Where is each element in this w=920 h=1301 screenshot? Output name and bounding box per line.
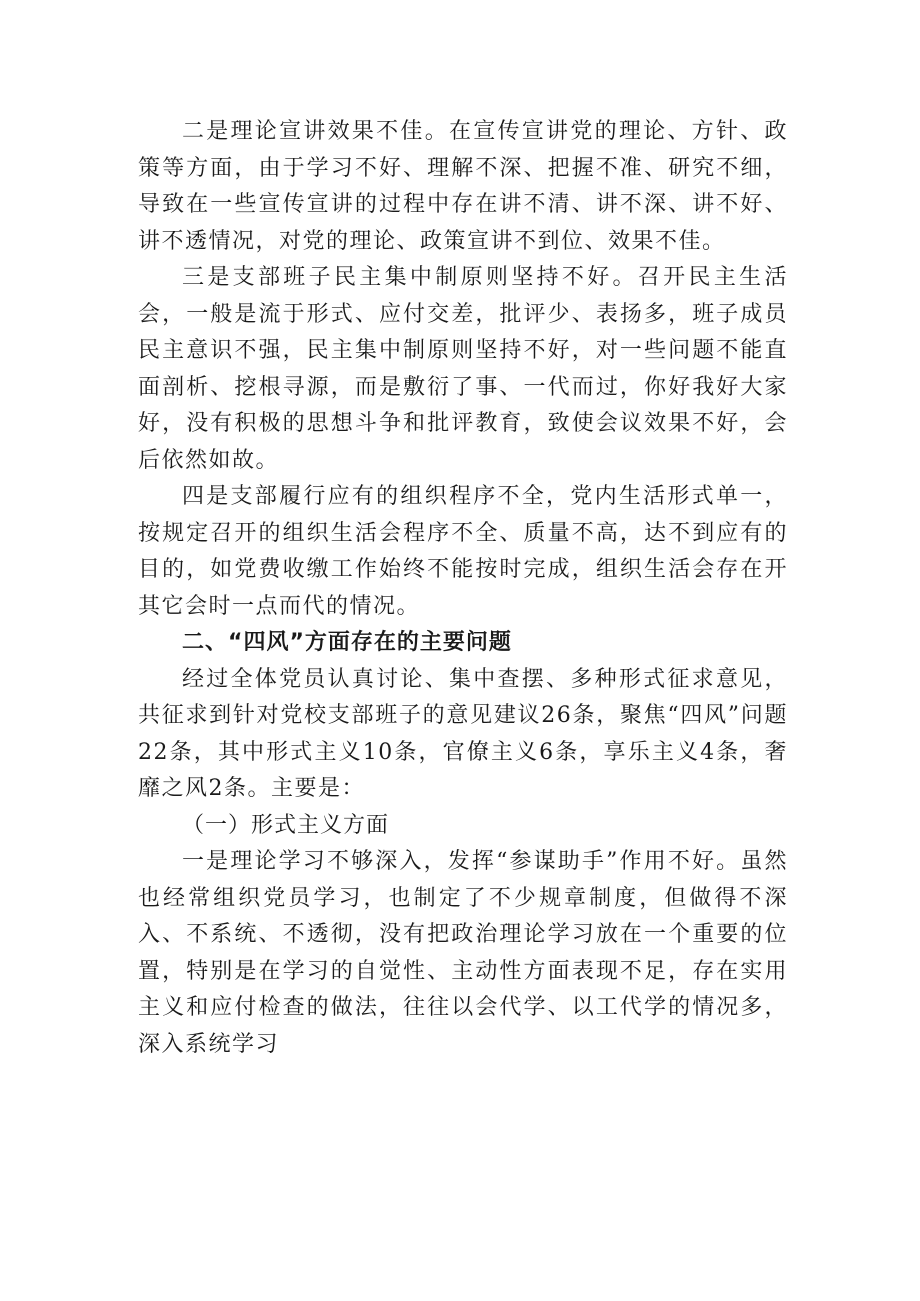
section-heading: 二、“四风”方面存在的主要问题 [182,630,512,655]
subsection-heading: （一）形式主义方面 [182,812,390,838]
paragraph-formalism-theory-study: 一是理论学习不够深入，发挥“参谋助手”作用不好。虽然也经常组织党员学习，也制定了不少规章制度，但做得不深入、不系统、不透彻，没有把政治理论学习放在一个重要的位置，特别是在学习的自觉性、主动性方面表现不足，存在实用主义和应付检查的做法，往往以会代学、以工代学的情况多，深入系统学习 [138,849,788,1057]
paragraph-democratic-centralism: 三是支部班子民主集中制原则坚持不好。召开民主生活会，一般是流于形式、应付交差，批评少、表扬多，班子成员民主意识不强，民主集中制原则坚持不好，对一些问题不能直面剖析、挖根寻源，而是敷衍了事、一代而过，你好我好大家好，没有积极的思想斗争和批评教育，致使会议效果不好，会后依然如故。 [138,265,788,473]
document-body [138,114,788,1063]
paragraph-theory-propaganda: 二是理论宣讲效果不佳。在宣传宣讲党的理论、方针、政策等方面，由于学习不好、理解不深、把握不准、研究不细，导致在一些宣传宣讲的过程中存在讲不清、讲不深、讲不好、讲不透情况，对党的理论、政策宣讲不到位、效果不佳。 [138,119,788,254]
paragraph-opinion-summary: 经过全体党员认真讨论、集中查摆、多种形式征求意见，共征求到针对党校支部班子的意见建议26条，聚焦“四风”问题22条，其中形式主义10条，官僚主义6条，享乐主义4条，奢靡之风2条。主要是： [138,666,788,801]
paragraph-organizational-procedure: 四是支部履行应有的组织程序不全，党内生活形式单一，按规定召开的组织生活会程序不全、质量不高，达不到应有的目的，如党费收缴工作始终不能按时完成，组织生活会存在开其它会时一点而代的情况。 [138,484,788,619]
